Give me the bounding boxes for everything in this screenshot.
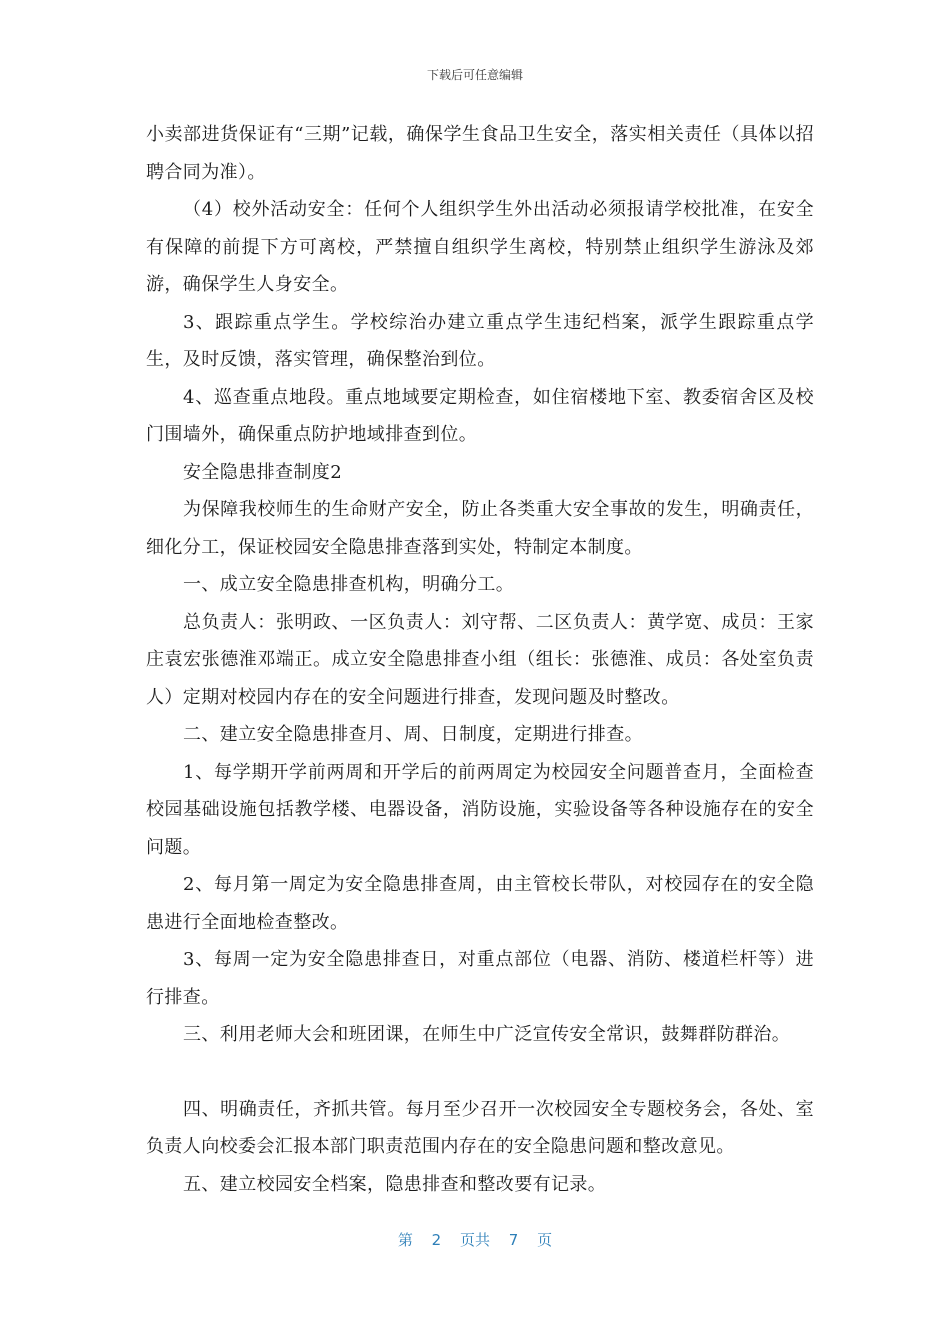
paragraph: 一、成立安全隐患排查机构，明确分工。 xyxy=(183,574,515,595)
paragraph: （4）校外活动安全：任何个人组织学生外出活动必须报请学校批准，在安全有保障的前提下方可离校，严禁擅自组织学生离校，特别禁止组织学生游泳及郊游，确保学生人身安全。 xyxy=(146,199,814,295)
paragraph: 四、明确责任，齐抓共管。每月至少召开一次校园安全专题校务会，各处、室负责人向校委会汇报本部门职责范围内存在的安全隐患问题和整改意见。 xyxy=(146,1098,814,1157)
paragraph: 3、跟踪重点学生。学校综治办建立重点学生违纪档案，派学生跟踪重点学生，及时反馈，落实管理，确保整治到位。 xyxy=(146,311,814,370)
paragraph: 五、建立校园安全档案，隐患排查和整改要有记录。 xyxy=(183,1173,607,1195)
paragraph: 3、每周一定为安全隐患排查日，对重点部位（电器、消防、楼道栏杆等）进行排查。 xyxy=(146,949,814,1008)
section-heading: 安全隐患排查制度2 xyxy=(183,461,343,483)
paragraph: 小卖部进货保证有“三期”记载，确保学生食品卫生安全，落实相关责任（具体以招聘合同为准）。 xyxy=(146,124,814,183)
paragraph: 三、利用老师大会和班团课，在师生中广泛宣传安全常识，鼓舞群防群治。 xyxy=(183,1024,791,1045)
page-header-note: 下载后可任意编辑 xyxy=(426,68,523,82)
paragraph: 2、每月第一周定为安全隐患排查周，由主管校长带队，对校园存在的安全隐患进行全面地检查整改。 xyxy=(146,874,814,933)
page-number: 第 2 页共 7 页 xyxy=(397,1231,553,1249)
paragraph: 总负责人：张明政、一区负责人：刘守帮、二区负责人：黄学宽、成员：王家庄袁宏张德淮邓端正。成立安全隐患排查小组（组长：张德淮、成员：各处室负责人）定期对校园内存在的安全问题进行排查，发现问题及时整改。 xyxy=(146,611,814,708)
paragraph: 4、巡查重点地段。重点地域要定期检查，如住宿楼地下室、教委宿舍区及校门围墙外，确保重点防护地域排查到位。 xyxy=(146,386,814,445)
document-body xyxy=(146,116,814,1203)
paragraph: 二、建立安全隐患排查月、周、日制度，定期进行排查。 xyxy=(183,724,643,745)
paragraph: 1、每学期开学前两周和开学后的前两周定为校园安全问题普查月，全面检查校园基础设施包括教学楼、电器设备，消防设施，实验设备等各种设施存在的安全问题。 xyxy=(146,761,814,858)
paragraph: 为保障我校师生的生命财产安全，防止各类重大安全事故的发生，明确责任，细化分工，保证校园安全隐患排查落到实处，特制定本制度。 xyxy=(146,499,814,558)
